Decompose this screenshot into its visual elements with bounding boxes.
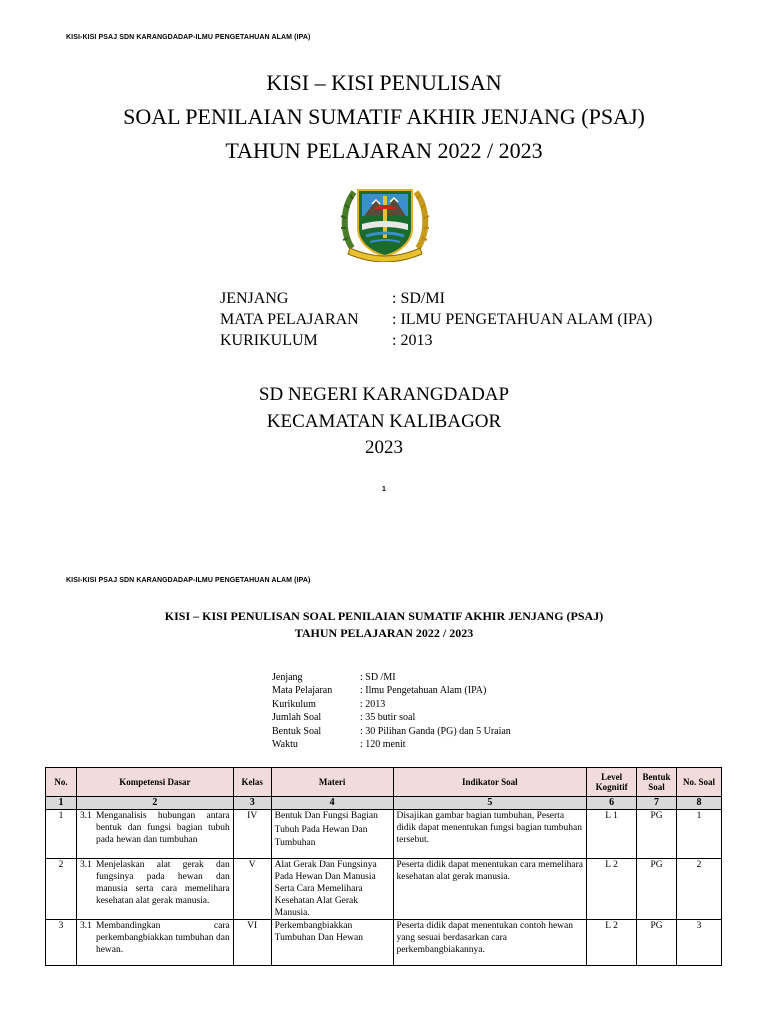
cell-bentuk: PG (637, 920, 677, 966)
cell-kelas: V (233, 859, 271, 920)
cell-indikator: Disajikan gambar bagian tumbuhan, Peserta didik dapat menentukan fungsi bagian tumbuhan tersebut. (393, 810, 587, 859)
exam-meta-row (272, 712, 511, 725)
exam-meta (272, 672, 511, 752)
meta-value: : SD/MI (392, 290, 445, 307)
column-header: Kompetensi Dasar (76, 768, 233, 797)
page-title-line: TAHUN PELAJARAN 2022 / 2023 (294, 626, 474, 640)
cover-title-line: TAHUN PELAJARAN 2022 / 2023 (225, 138, 543, 163)
school-line: 2023 (365, 437, 403, 458)
cover-title-line: KISI – KISI PENULISAN (266, 70, 502, 95)
cell-no: 3 (46, 920, 77, 966)
cell-indikator: Peserta didik dapat menentukan contoh hewan yang sesuai berdasarkan cara perkembangbiakannya. (393, 920, 587, 966)
cell-no-soal: 2 (677, 859, 722, 920)
table-header-row (46, 768, 722, 797)
column-header: Indikator Soal (393, 768, 587, 797)
column-number: 5 (393, 797, 587, 810)
cell-kelas: VI (233, 920, 271, 966)
cell-no: 2 (46, 859, 77, 920)
cell-level: L 2 (587, 859, 637, 920)
column-number: 1 (46, 797, 77, 810)
meta-value: : 30 Pilihan Ganda (PG) dan 5 Uraian (360, 725, 511, 737)
meta-key: Bentuk Soal (272, 725, 322, 737)
column-number: 8 (677, 797, 722, 810)
meta-key: JENJANG (220, 290, 289, 307)
page-title-line: KISI – KISI PENULISAN SOAL PENILAIAN SUMATIF AKHIR JENJANG (PSAJ) (164, 609, 604, 623)
kd-text: Membandingkan cara perkembangbiakkan tumbuhan dan hewan. (95, 921, 230, 955)
meta-key: KURIKULUM (220, 332, 318, 349)
meta-value: : Ilmu Pengetahuan Alam (IPA) (360, 685, 487, 697)
meta-key: Kurikulum (272, 698, 316, 710)
cell-indikator: Peserta didik dapat menentukan cara memelihara kesehatan alat gerak manusia. (393, 859, 587, 920)
column-header: No. Soal (677, 768, 722, 797)
meta-value: : 2013 (392, 332, 433, 349)
running-header: KISI-KISI PSAJ SDN KARANGDADAP-ILMU PENGETAHUAN ALAM (IPA) (66, 34, 311, 41)
meta-value: : 35 butir soal (360, 712, 416, 724)
kisi-table (45, 767, 722, 966)
meta-key: Jumlah Soal (272, 712, 322, 724)
kd-text: Menganalisis hubungan antara bentuk dan fungsi bagian tubuh pada hewan dan tumbuhan (95, 811, 230, 845)
exam-meta-row (272, 699, 511, 712)
meta-value: : ILMU PENGETAHUAN ALAM (IPA) (392, 311, 653, 328)
cover-title-line: SOAL PENILAIAN SUMATIF AKHIR JENJANG (PSAJ) (123, 104, 645, 129)
meta-key: MATA PELAJARAN (220, 311, 359, 328)
column-number-row (46, 797, 722, 810)
content-page (0, 555, 768, 1024)
page-title (0, 609, 768, 643)
column-number: 3 (233, 797, 271, 810)
exam-meta-row (272, 739, 511, 752)
column-header: Materi (271, 768, 393, 797)
meta-value: : 2013 (360, 698, 386, 710)
cell-kompetensi (76, 920, 233, 966)
cell-bentuk: PG (637, 810, 677, 859)
cell-no: 1 (46, 810, 77, 859)
meta-key: Jenjang (272, 672, 303, 683)
column-number: 6 (587, 797, 637, 810)
kd-code: 3.1 (79, 921, 92, 931)
cover-meta-row (220, 311, 652, 332)
meta-key: Waktu (272, 738, 298, 750)
column-number: 4 (271, 797, 393, 810)
exam-meta-row (272, 672, 511, 685)
column-number: 7 (637, 797, 677, 810)
running-header: KISI-KISI PSAJ SDN KARANGDADAP-ILMU PENGETAHUAN ALAM (IPA) (66, 577, 311, 584)
cell-bentuk: PG (637, 859, 677, 920)
exam-meta-row (272, 685, 511, 698)
cell-materi: Bentuk Dan Fungsi Bagian Tubuh Pada Hewan Dan Tumbuhan (271, 810, 393, 859)
column-number: 2 (76, 797, 233, 810)
table-row (46, 810, 722, 859)
column-header: Kelas (233, 768, 271, 797)
cell-level: L 1 (587, 810, 637, 859)
column-header: No. (46, 768, 77, 797)
cell-materi: Alat Gerak Dan Fungsinya Pada Hewan Dan Manusia Serta Cara Memelihara Kesehatan Alat Gerak Manusia. (271, 859, 393, 920)
cell-materi: Perkembangbiakkan Tumbuhan Dan Hewan (271, 920, 393, 966)
cell-kelas: IV (233, 810, 271, 859)
school-line: SD NEGERI KARANGDADAP (258, 384, 510, 405)
kd-text: Menjelaskan alat gerak dan fungsinya pada hewan dan manusia serta cara memelihara kesehatan alat gerak manusia. (95, 860, 230, 906)
meta-value: : 120 menit (360, 738, 406, 750)
cover-meta-row (220, 290, 652, 311)
column-header: Level Kognitif (587, 768, 637, 797)
meta-value: : SD /MI (360, 672, 396, 683)
kd-code: 3.1 (79, 811, 92, 821)
page-number: 1 (382, 486, 386, 493)
table-row (46, 920, 722, 966)
cover-meta (220, 290, 652, 353)
table-row (46, 859, 722, 920)
cell-level: L 2 (587, 920, 637, 966)
column-header: Bentuk Soal (637, 768, 677, 797)
regency-emblem-logo (340, 178, 430, 262)
exam-meta-row (272, 726, 511, 739)
cell-kompetensi (76, 859, 233, 920)
cover-meta-row (220, 332, 652, 353)
cell-kompetensi (76, 810, 233, 859)
cell-no-soal: 3 (677, 920, 722, 966)
school-line: KECAMATAN KALIBAGOR (266, 410, 502, 432)
meta-key: Mata Pelajaran (272, 685, 333, 697)
kd-code: 3.1 (79, 860, 92, 870)
school-block (0, 384, 768, 464)
cover-title (0, 66, 768, 168)
cell-no-soal: 1 (677, 810, 722, 859)
